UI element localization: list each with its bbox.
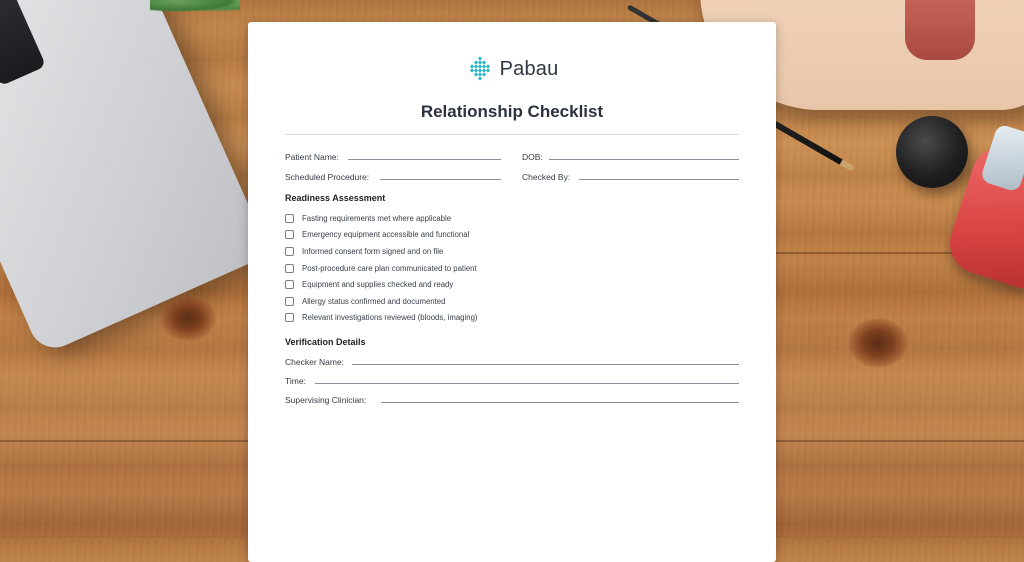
checkbox[interactable] bbox=[285, 214, 294, 223]
checkbox[interactable] bbox=[285, 247, 294, 256]
checklist-document bbox=[248, 22, 776, 562]
handbag-strap-photo bbox=[905, 0, 975, 60]
toy-car-window-photo bbox=[980, 123, 1024, 192]
checkbox[interactable] bbox=[285, 313, 294, 322]
brand-name: Pabau bbox=[499, 57, 559, 80]
brand-logo bbox=[248, 56, 776, 82]
title-divider bbox=[285, 134, 739, 135]
readiness-assessment-heading: Readiness Assessment bbox=[285, 193, 386, 203]
checkbox[interactable] bbox=[285, 280, 294, 289]
dob-label: DOB: bbox=[522, 152, 543, 162]
scheduled-procedure-field[interactable] bbox=[380, 179, 501, 180]
checklist-item-label: Informed consent form signed and on file bbox=[302, 246, 444, 256]
checklist-item-label: Allergy status confirmed and documented bbox=[302, 296, 446, 306]
checklist-item[interactable] bbox=[285, 245, 443, 257]
patient-name-label: Patient Name: bbox=[285, 152, 339, 162]
checklist-item-label: Post-procedure care plan communicated to patient bbox=[302, 263, 477, 273]
checkbox[interactable] bbox=[285, 230, 294, 239]
checker-name-label: Checker Name: bbox=[285, 357, 345, 367]
checklist-item-label: Fasting requirements met where applicable bbox=[302, 213, 452, 223]
wood-knot bbox=[848, 318, 908, 368]
checklist-item[interactable] bbox=[285, 262, 477, 274]
checked-by-label: Checked By: bbox=[522, 172, 571, 182]
checklist-item[interactable] bbox=[285, 212, 451, 224]
page-title: Relationship Checklist bbox=[420, 102, 604, 121]
time-label: Time: bbox=[285, 376, 306, 386]
checkbox[interactable] bbox=[285, 297, 294, 306]
scheduled-procedure-label: Scheduled Procedure: bbox=[285, 172, 370, 182]
checklist-item[interactable] bbox=[285, 295, 445, 307]
checklist-item-label: Equipment and supplies checked and ready bbox=[302, 279, 454, 289]
supervising-clinician-label: Supervising Clinician: bbox=[285, 395, 367, 405]
checked-by-field[interactable] bbox=[579, 179, 739, 180]
checklist-item[interactable] bbox=[285, 228, 469, 240]
verification-details-heading: Verification Details bbox=[285, 337, 366, 347]
wood-knot bbox=[160, 295, 216, 341]
checklist-item-label: Emergency equipment accessible and functional bbox=[302, 229, 470, 239]
dob-field[interactable] bbox=[549, 159, 739, 160]
checkbox[interactable] bbox=[285, 264, 294, 273]
pen-photo bbox=[769, 118, 855, 171]
checklist-item-label: Relevant investigations reviewed (bloods, imaging) bbox=[302, 312, 478, 322]
checklist-item[interactable] bbox=[285, 311, 478, 323]
supervising-clinician-field[interactable] bbox=[381, 402, 739, 403]
time-field[interactable] bbox=[315, 383, 739, 384]
plant-photo bbox=[150, 0, 240, 12]
checklist-item[interactable] bbox=[285, 278, 453, 290]
diamond-dot-grid-icon bbox=[466, 56, 494, 82]
checker-name-field[interactable] bbox=[352, 364, 739, 365]
patient-name-field[interactable] bbox=[348, 159, 501, 160]
lens-cap-photo bbox=[896, 116, 968, 188]
